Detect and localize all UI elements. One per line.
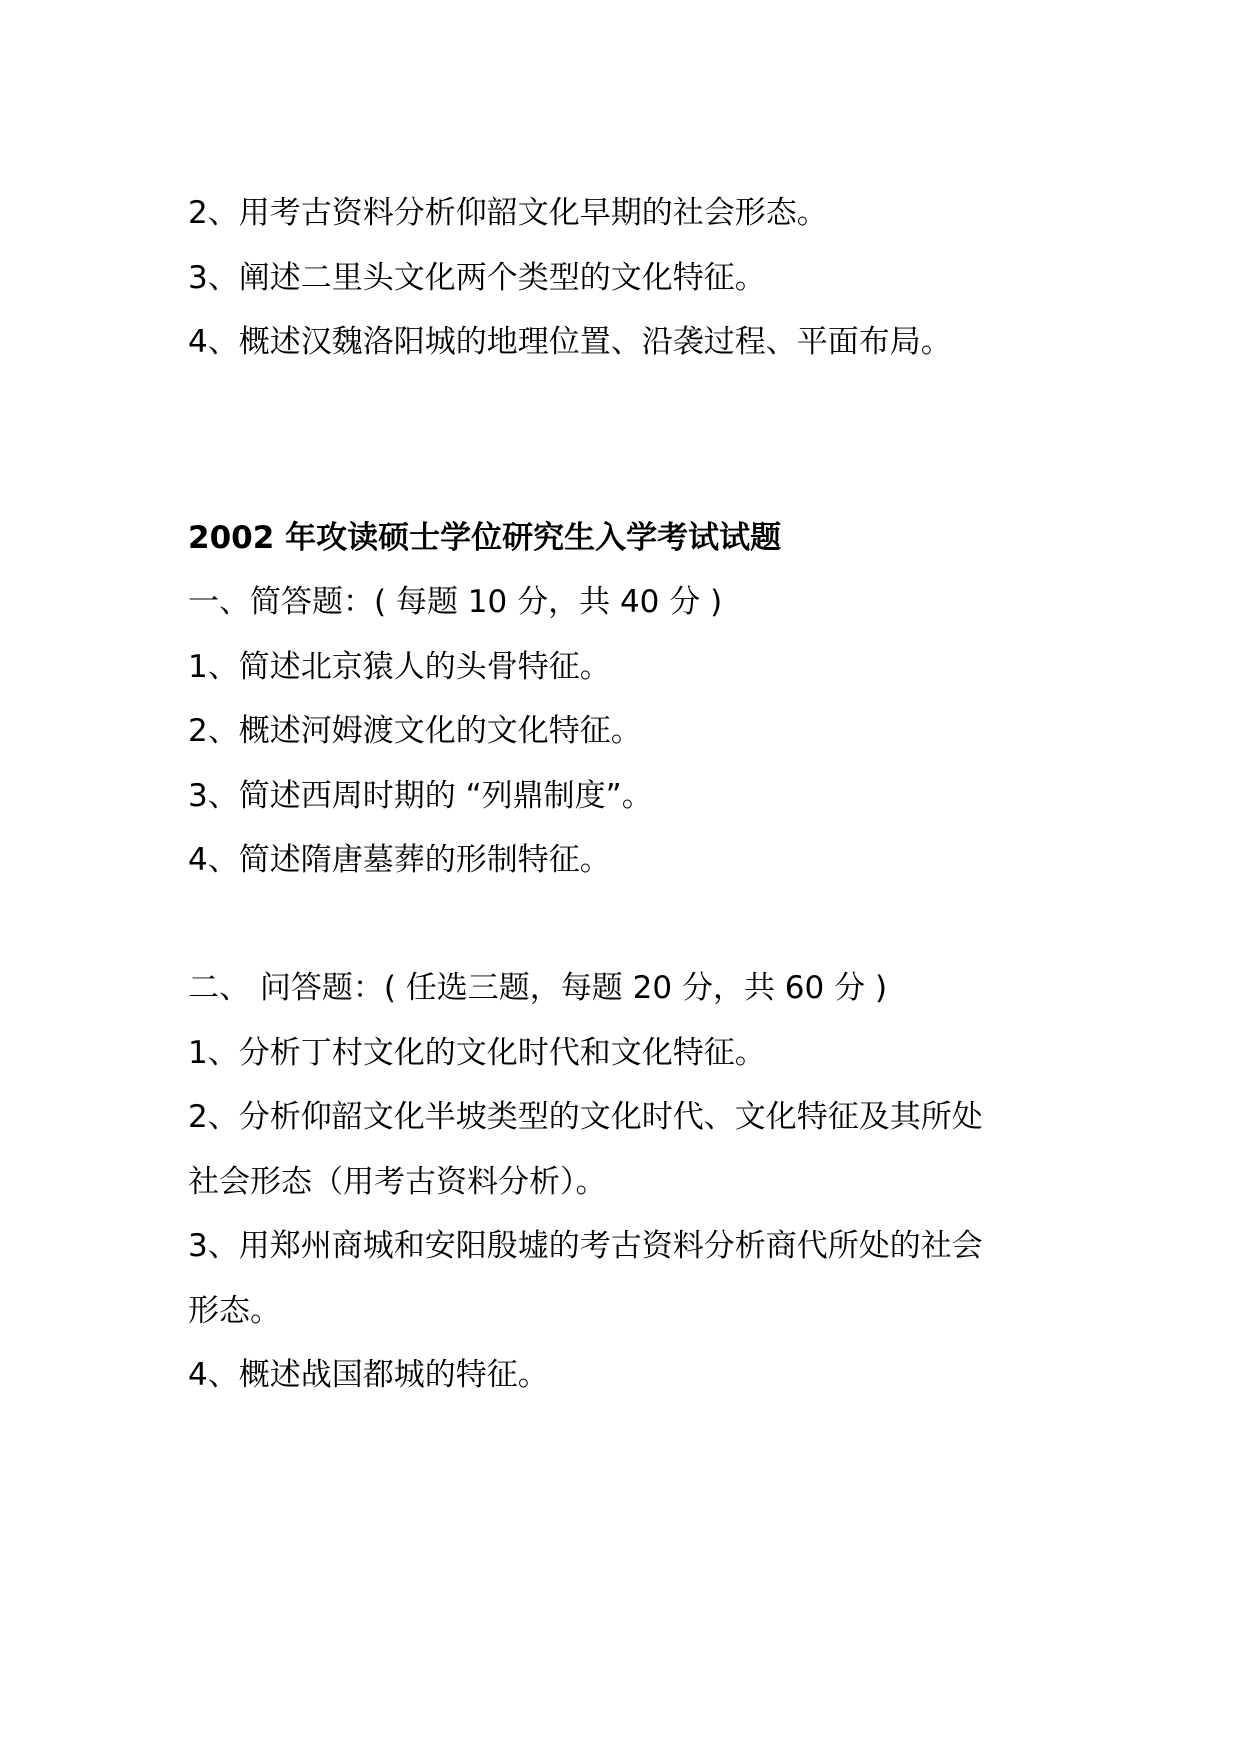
question-item-continuation: 形态。	[188, 1293, 281, 1329]
question-item: 2、用考古资料分析仰韶文化早期的社会形态。	[188, 195, 828, 231]
section-heading-short-answer: 一、简答题：( 每题 10 分，共 40 分 )	[188, 584, 723, 620]
question-item: 3、阐述二里头文化两个类型的文化特征。	[188, 260, 766, 296]
question-item-continuation: 社会形态（用考古资料分析）。	[188, 1164, 607, 1200]
question-item: 1、分析丁村文化的文化时代和文化特征。	[188, 1035, 766, 1071]
question-item: 4、简述隋唐墓葬的形制特征。	[188, 842, 611, 878]
question-item: 1、简述北京猿人的头骨特征。	[188, 649, 611, 685]
question-item: 2、概述河姆渡文化的文化特征。	[188, 713, 642, 749]
question-item: 4、概述战国都城的特征。	[188, 1357, 549, 1393]
question-item: 3、简述西周时期的 “列鼎制度”。	[188, 778, 653, 814]
exam-title: 2002 年攻读硕士学位研究生入学考试试题	[188, 520, 782, 556]
question-item: 4、概述汉魏洛阳城的地理位置、沿袭过程、平面布局。	[188, 324, 952, 360]
question-item: 2、分析仰韶文化半坡类型的文化时代、文化特征及其所处	[188, 1099, 983, 1135]
question-item: 3、用郑州商城和安阳殷墟的考古资料分析商代所处的社会	[188, 1228, 983, 1264]
section-heading-essay: 二、 问答题：( 任选三题，每题 20 分，共 60 分 )	[188, 970, 888, 1006]
